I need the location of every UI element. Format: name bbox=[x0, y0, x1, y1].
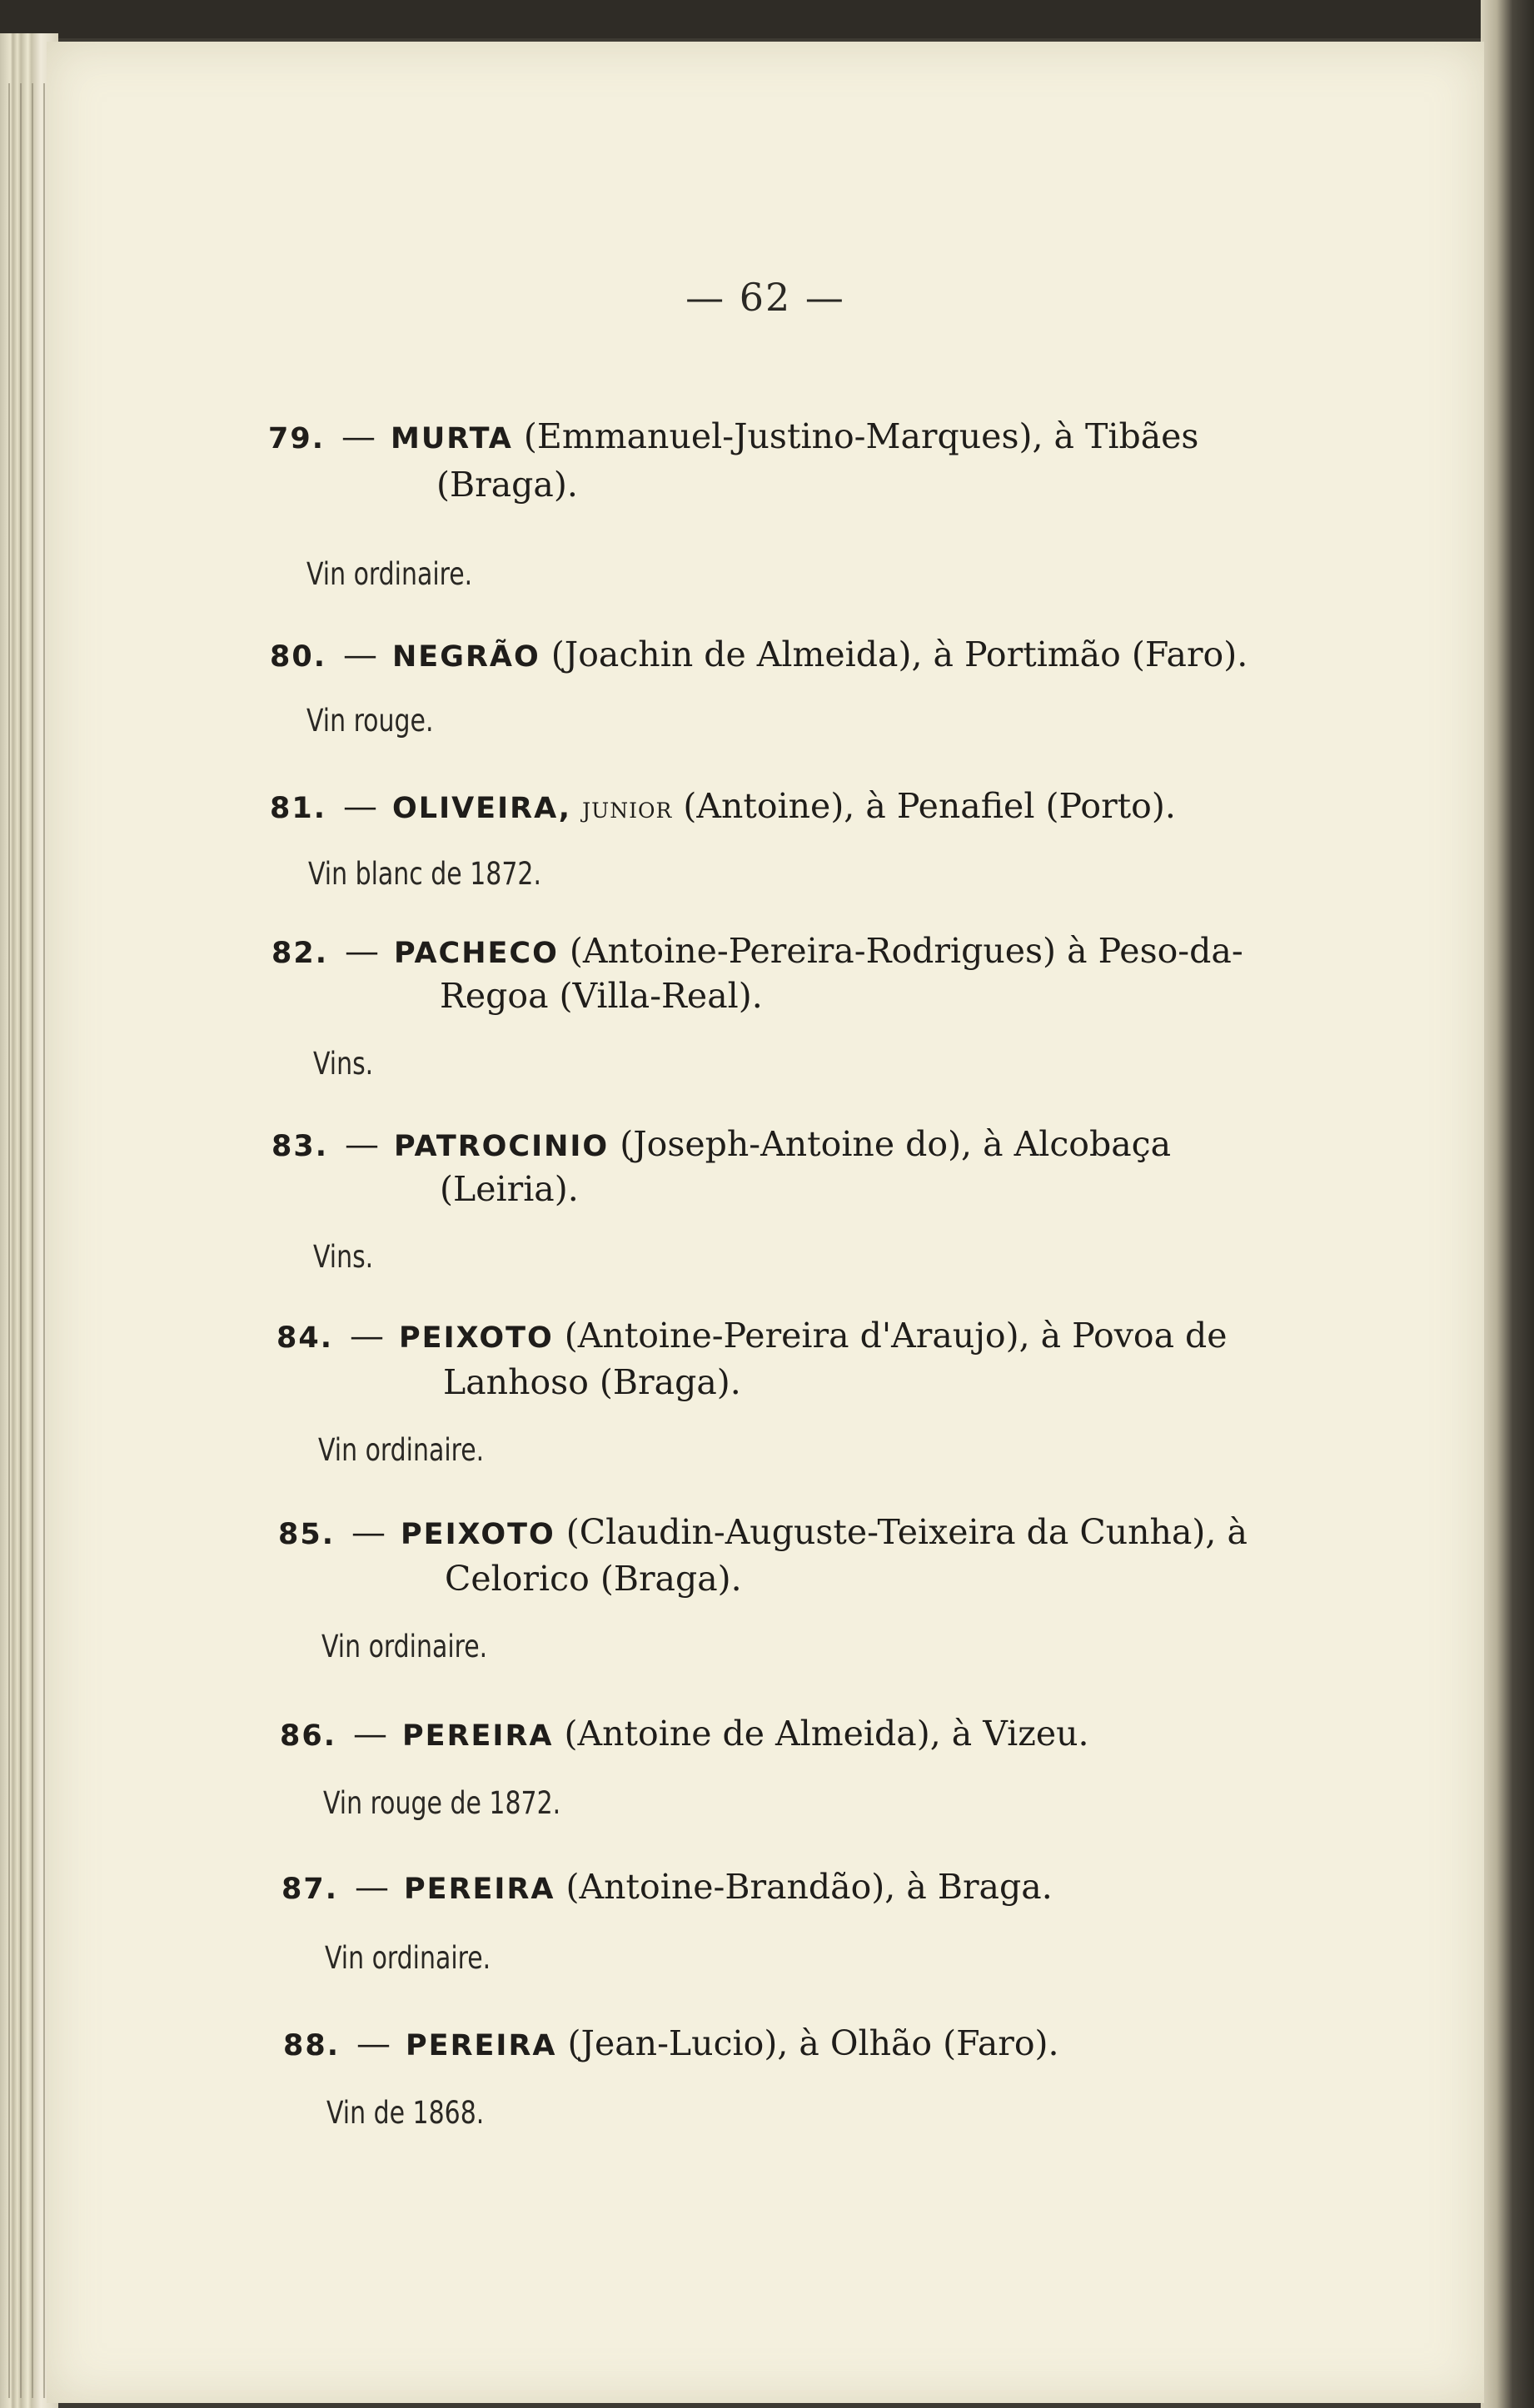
entry-note: Vin rouge de 1872. bbox=[323, 1785, 561, 1821]
scan-top-edge bbox=[0, 0, 1534, 38]
entry-name: PEREIRA bbox=[406, 2029, 557, 2062]
entry-name-suffix: junior bbox=[582, 791, 673, 825]
page-number: — 62 — bbox=[685, 275, 845, 320]
entry-note: Vins. bbox=[313, 1239, 374, 1275]
entry-details-continued: Celorico (Braga). bbox=[445, 1559, 742, 1599]
entry-name: NEGRÃO bbox=[392, 640, 540, 674]
entry-name: MURTA bbox=[391, 422, 513, 455]
entry-details: (Emmanuel-Justino-Marques), à Tibães bbox=[512, 416, 1199, 456]
entry-heading: 88. — PEREIRA (Jean-Lucio), à Olhão (Faro). bbox=[283, 2023, 1059, 2063]
entry-note: Vin ordinaire. bbox=[325, 1940, 491, 1976]
entry-details-continued: Regoa (Villa-Real). bbox=[440, 976, 763, 1016]
entry-details: (Joseph-Antoine do), à Alcobaça bbox=[609, 1124, 1172, 1164]
scan-right-edge bbox=[1481, 0, 1534, 2408]
entry-name: PEIXOTO bbox=[399, 1321, 554, 1355]
entry-details: (Antoine de Almeida), à Vizeu. bbox=[553, 1714, 1089, 1754]
entry-details: (Joachin de Almeida), à Portimão (Faro). bbox=[540, 634, 1248, 674]
entry-details: (Antoine-Pereira-Rodrigues) à Peso-da- bbox=[558, 931, 1243, 971]
entry-heading: 82. — PACHECO (Antoine-Pereira-Rodrigues) à Peso-da- bbox=[271, 931, 1243, 971]
entry-details: (Claudin-Auguste-Teixeira da Cunha), à bbox=[555, 1512, 1248, 1552]
page-edge-line bbox=[8, 83, 10, 2398]
entry-heading: 86. — PEREIRA (Antoine de Almeida), à Vizeu. bbox=[280, 1714, 1089, 1754]
entry-details: (Antoine), à Penafiel (Porto). bbox=[672, 786, 1176, 826]
entry-heading: 83. — PATROCINIO (Joseph-Antoine do), à Alcobaça bbox=[271, 1124, 1172, 1164]
entry-note: Vin rouge. bbox=[306, 703, 434, 739]
book-page bbox=[47, 42, 1484, 2403]
entry-details-continued: Lanhoso (Braga). bbox=[443, 1362, 741, 1402]
entry-name: PACHECO bbox=[394, 937, 559, 970]
entry-number: 85. bbox=[278, 1518, 336, 1551]
entry-heading: 87. — PEREIRA (Antoine-Brandão), à Braga. bbox=[281, 1867, 1053, 1907]
entry-number: 88. bbox=[283, 2029, 341, 2062]
entry-details: (Jean-Lucio), à Olhão (Faro). bbox=[556, 2023, 1059, 2063]
entry-details-continued: (Braga). bbox=[436, 465, 578, 505]
entry-number: 81. bbox=[270, 792, 327, 825]
entry-number: 80. bbox=[270, 640, 327, 674]
page-edge-line bbox=[20, 83, 22, 2398]
entry-heading: 81. — OLIVEIRA, junior (Antoine), à Penafiel (Porto). bbox=[270, 786, 1176, 826]
entry-number: 83. bbox=[271, 1130, 329, 1163]
entry-number: 82. bbox=[271, 937, 329, 970]
entry-details: (Antoine-Pereira d'Araujo), à Povoa de bbox=[553, 1316, 1228, 1356]
entry-details: (Antoine-Brandão), à Braga. bbox=[555, 1867, 1053, 1907]
page-edge-line bbox=[43, 83, 45, 2398]
entry-heading: 79. — MURTA (Emmanuel-Justino-Marques), à Tibães bbox=[268, 416, 1199, 456]
entry-details-continued: (Leiria). bbox=[440, 1169, 579, 1209]
entry-name: OLIVEIRA, bbox=[392, 792, 572, 825]
entry-heading: 80. — NEGRÃO (Joachin de Almeida), à Portimão (Faro). bbox=[270, 634, 1248, 674]
entry-name: PEREIRA bbox=[402, 1719, 554, 1753]
entry-note: Vin ordinaire. bbox=[318, 1432, 485, 1468]
entry-note: Vin ordinaire. bbox=[306, 556, 473, 592]
entry-name: PEREIRA bbox=[404, 1873, 555, 1906]
entry-heading: 84. — PEIXOTO (Antoine-Pereira d'Araujo), à Povoa de bbox=[276, 1316, 1228, 1356]
page-edge-line bbox=[32, 83, 33, 2398]
entry-note: Vin blanc de 1872. bbox=[308, 856, 541, 892]
entry-number: 86. bbox=[280, 1719, 337, 1753]
entry-note: Vins. bbox=[313, 1046, 374, 1082]
entry-heading: 85. — PEIXOTO (Claudin-Auguste-Teixeira da Cunha), à bbox=[278, 1512, 1248, 1552]
entry-number: 84. bbox=[276, 1321, 334, 1355]
entry-number: 87. bbox=[281, 1873, 339, 1906]
entry-note: Vin ordinaire. bbox=[321, 1629, 488, 1664]
entry-name: PATROCINIO bbox=[394, 1130, 610, 1163]
entry-note: Vin de 1868. bbox=[326, 2095, 485, 2131]
entry-name: PEIXOTO bbox=[401, 1518, 555, 1551]
entry-number: 79. bbox=[268, 422, 326, 455]
